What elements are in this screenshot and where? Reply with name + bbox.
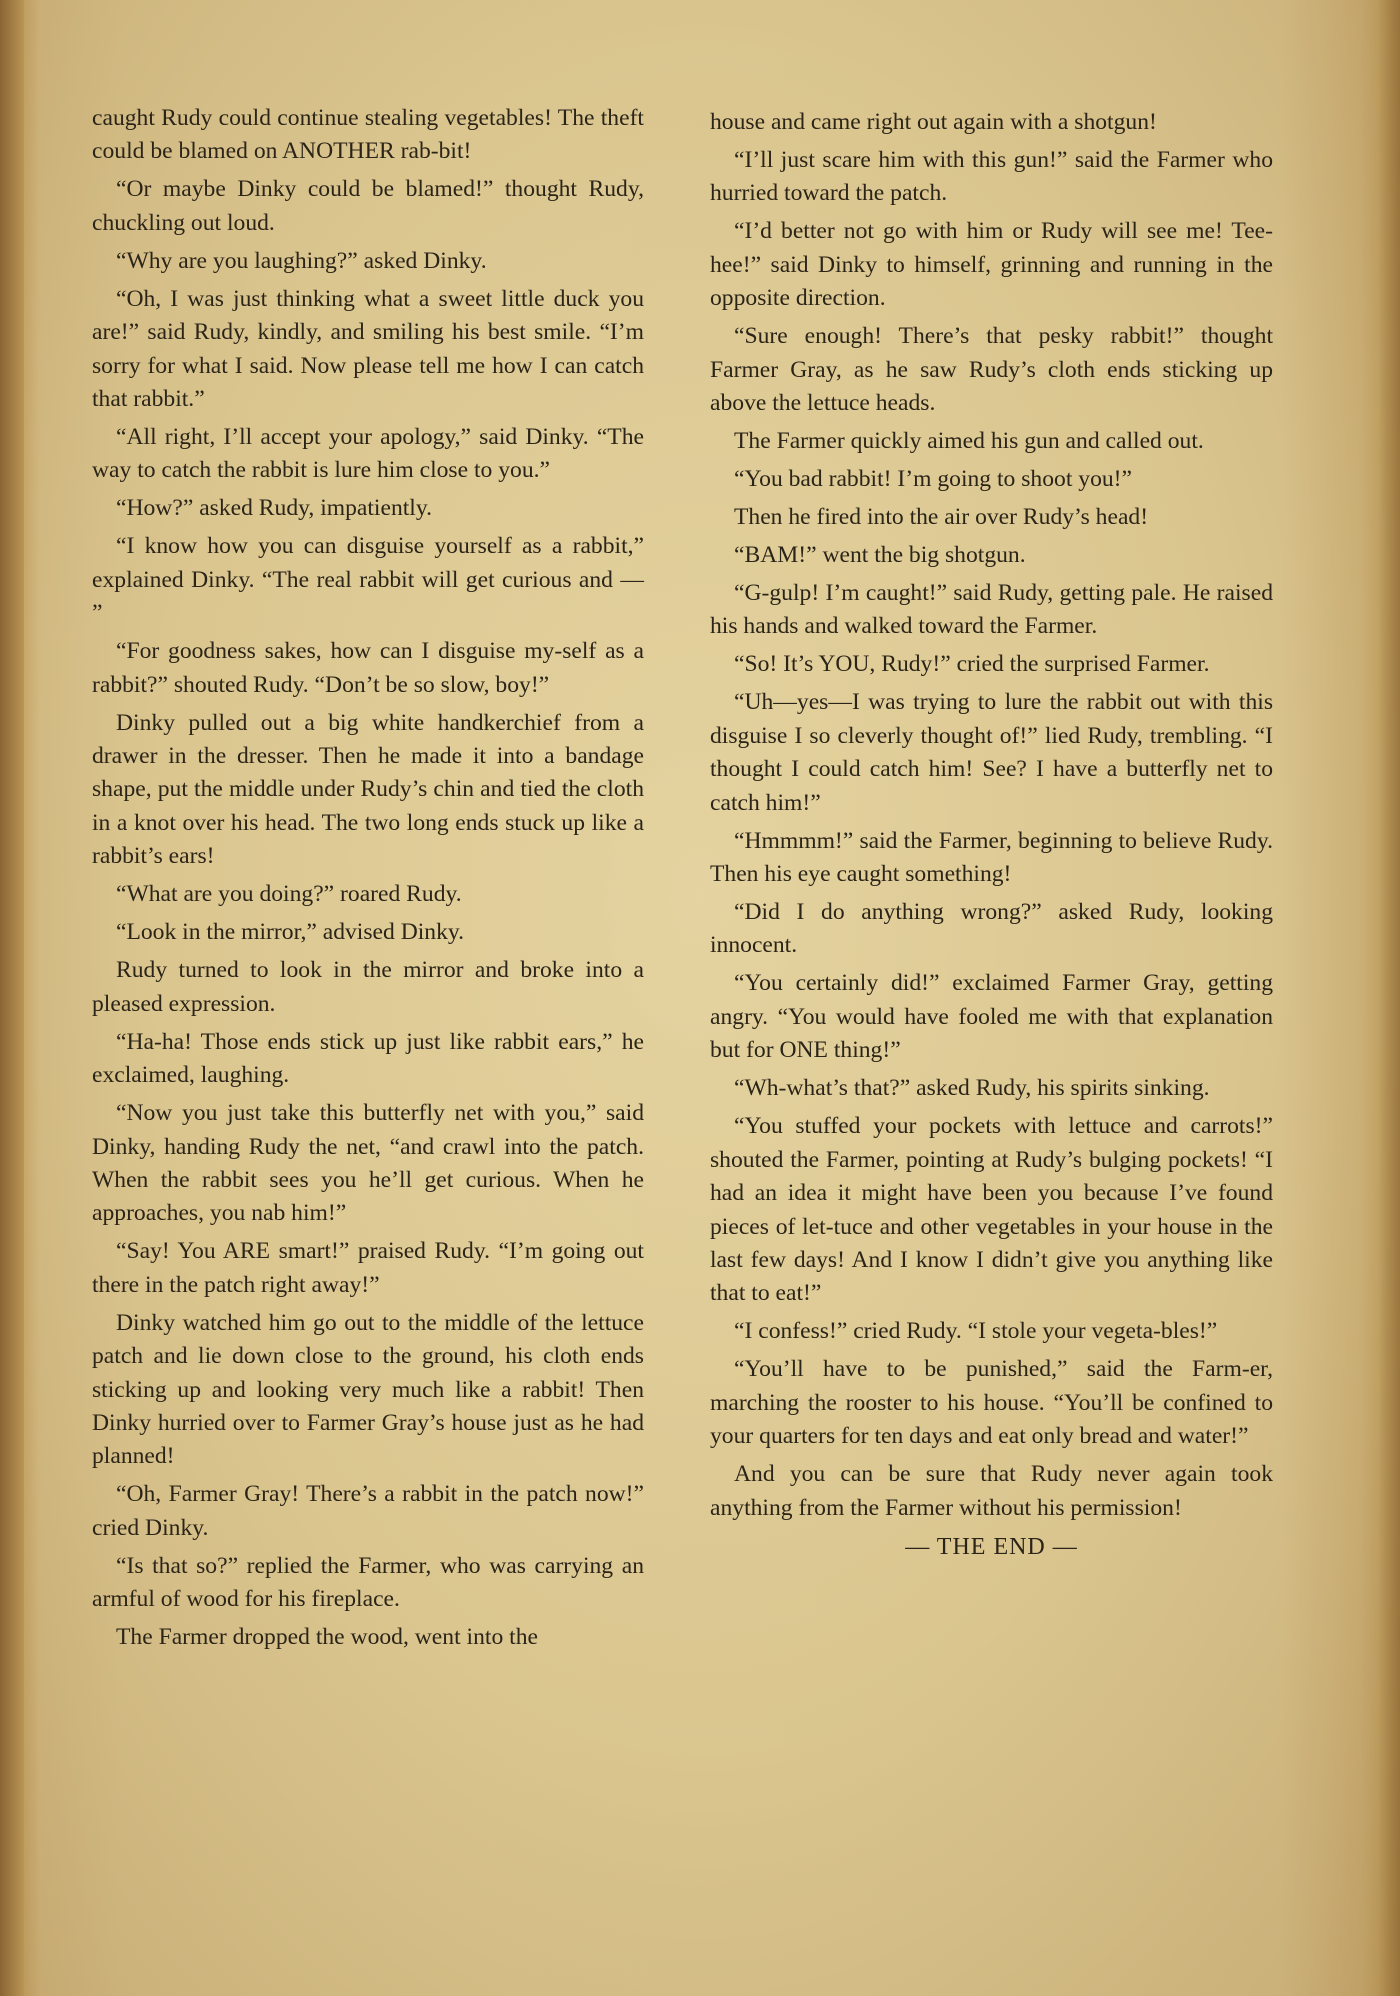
story-paragraph: “Is that so?” replied the Farmer, who was carrying an armful of wood for his fireplace. bbox=[92, 1552, 644, 1613]
story-paragraph: “Ha-ha! Those ends stick up just like rabbit ears,” he exclaimed, laughing. bbox=[92, 1028, 644, 1089]
story-paragraph: The Farmer quickly aimed his gun and called out. bbox=[734, 428, 1204, 455]
story-paragraph: Then he fired into the air over Rudy’s head! bbox=[734, 504, 1149, 531]
story-paragraph: “You certainly did!” exclaimed Farmer Gray, getting angry. “You would have fooled me with that explanation but for ONE thing!” bbox=[710, 970, 1273, 1064]
story-paragraph: “How?” asked Rudy, impatiently. bbox=[116, 495, 433, 522]
right-column-paragraphs bbox=[710, 106, 1273, 1525]
story-paragraph: “Why are you laughing?” asked Dinky. bbox=[116, 247, 487, 274]
page-edge-shadow bbox=[1378, 0, 1400, 1996]
story-paragraph: “For goodness sakes, how can I disguise my-self as a rabbit?” shouted Rudy. “Don’t be so slow, boy!” bbox=[92, 638, 644, 698]
story-paragraph: “Hmmmm!” said the Farmer, beginning to believe Rudy. Then his eye caught something! bbox=[710, 827, 1273, 888]
story-paragraph: Dinky watched him go out to the middle of the lettuce patch and lie down close to the ground, his cloth ends sticking up and looking very much like a rabbit! Then Dinky hurried over to Farmer Gray’s house just as he had planned! bbox=[92, 1309, 644, 1470]
story-paragraph: “I confess!” cried Rudy. “I stole your vegeta-bles!” bbox=[734, 1318, 1218, 1345]
story-paragraph: “I’ll just scare him with this gun!” said the Farmer who hurried toward the patch. bbox=[710, 147, 1273, 207]
story-paragraph: “I’d better not go with him or Rudy will see me! Tee-hee!” said Dinky to himself, grinning and running in the opposite direction. bbox=[710, 218, 1273, 312]
story-paragraph: “I know how you can disguise yourself as a rabbit,” explained Dinky. “The real rabbit will get curious and — ” bbox=[92, 533, 644, 627]
story-paragraph: “G-gulp! I’m caught!” said Rudy, getting pale. He raised his hands and walked toward the Farmer. bbox=[710, 580, 1273, 640]
story-paragraph: Rudy turned to look in the mirror and broke into a pleased expression. bbox=[92, 957, 644, 1017]
story-paragraph: “Sure enough! There’s that pesky rabbit!” thought Farmer Gray, as he saw Rudy’s cloth ends sticking up above the lettuce heads. bbox=[710, 323, 1273, 417]
story-paragraph: And you can be sure that Rudy never again took anything from the Farmer without his permission! bbox=[710, 1461, 1273, 1521]
story-paragraph: “Uh—yes—I was trying to lure the rabbit out with this disguise I so cleverly thought of!” lied Rudy, trembling. “I thought I could catch him! See? I have a butterfly net to catch him!” bbox=[710, 689, 1273, 816]
story-paragraph: “Oh, Farmer Gray! There’s a rabbit in the patch now!” cried Dinky. bbox=[92, 1481, 644, 1541]
right-column bbox=[710, 106, 1273, 1564]
story-paragraph: Dinky pulled out a big white handkerchief from a drawer in the dresser. Then he made it into a bandage shape, put the middle under Rudy’s chin and tied the cloth in a knot over his head. The two long ends stuck up like a rabbit’s ears! bbox=[92, 709, 644, 870]
story-paragraph: “All right, I’ll accept your apology,” said Dinky. “The way to catch the rabbit is lure him close to you.” bbox=[92, 424, 644, 484]
left-column bbox=[92, 102, 644, 1659]
story-paragraph: “Did I do anything wrong?” asked Rudy, looking innocent. bbox=[710, 899, 1273, 959]
story-paragraph: house and came right out again with a shotgun! bbox=[710, 109, 1157, 135]
story-paragraph: “Oh, I was just thinking what a sweet little duck you are!” said Rudy, kindly, and smiling his best smile. “I’m sorry for what I said. Now please tell me how I can catch that rabbit.” bbox=[92, 285, 644, 413]
story-paragraph: “BAM!” went the big shotgun. bbox=[734, 542, 1026, 569]
story-paragraph: “You stuffed your pockets with lettuce and carrots!” shouted the Farmer, pointing at Rudy’s bulging pockets! “I had an idea it might have been you because I’ve found pieces of let-tuce and other vegetables in your house in the last few days! And I know I didn’t give you anything like that to eat!” bbox=[710, 1113, 1273, 1307]
story-paragraph: “So! It’s YOU, Rudy!” cried the surprised Farmer. bbox=[734, 651, 1210, 678]
story-paragraph: “You bad rabbit! I’m going to shoot you!” bbox=[734, 466, 1132, 493]
story-paragraph: caught Rudy could continue stealing vegetables! The theft could be blamed on ANOTHER rab-bit! bbox=[92, 105, 644, 165]
story-paragraph: “Now you just take this butterfly net with you,” said Dinky, handing Rudy the net, “and crawl into the patch. When the rabbit sees you he’ll get curious. When he approaches, you nab him!” bbox=[92, 1100, 644, 1227]
story-paragraph: “Look in the mirror,” advised Dinky. bbox=[116, 919, 465, 946]
the-end-label: — THE END — bbox=[905, 1533, 1078, 1560]
story-paragraph: “What are you doing?” roared Rudy. bbox=[116, 881, 462, 908]
story-paragraph: “Or maybe Dinky could be blamed!” thought Rudy, chuckling out loud. bbox=[92, 176, 644, 236]
binding-edge bbox=[0, 0, 24, 1996]
story-paragraph: “Wh-what’s that?” asked Rudy, his spirits sinking. bbox=[734, 1075, 1210, 1102]
story-paragraph: The Farmer dropped the wood, went into the bbox=[116, 1624, 538, 1651]
story-paragraph: “Say! You ARE smart!” praised Rudy. “I’m going out there in the patch right away!” bbox=[92, 1238, 644, 1298]
story-paragraph: “You’ll have to be punished,” said the Farm-er, marching the rooster to his house. “You’ll be confined to your quarters for ten days and eat only bread and water!” bbox=[710, 1356, 1273, 1450]
